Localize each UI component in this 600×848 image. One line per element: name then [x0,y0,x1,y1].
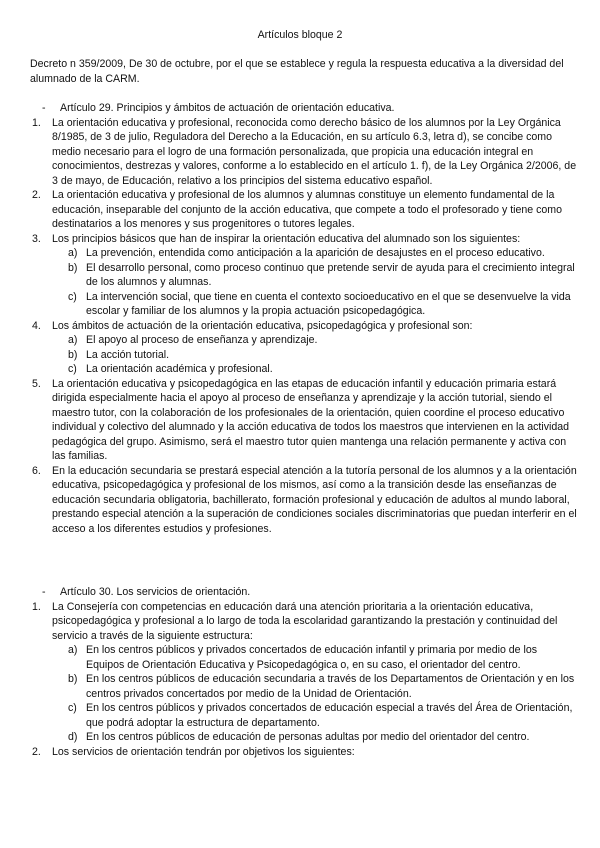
list-item [30,377,578,464]
sub-item-text: El desarrollo personal, como proceso continuo que pretende servir de ayuda para el crecimiento integral de los alumnos y alumnas. [86,261,575,288]
item-text: La Consejería con competencias en educación dará una atención prioritaria a la orientación educativa, psicopedagógica y profesional a lo largo de toda la escolaridad garantizando la prestación y continuidad del servicio a través de la siguiente estructura: [52,600,558,642]
sub-item [30,261,578,290]
item-number: 2. [32,745,41,758]
list-item [30,116,578,189]
sub-item-letter: a) [68,247,78,259]
item-number: 3. [32,232,41,245]
sub-item [30,362,578,377]
sub-item-text: En los centros públicos de educación de personas adultas por medio del orientador del centro. [86,731,530,743]
sub-item [30,333,578,348]
item-text: Los ámbitos de actuación de la orientación educativa, psicopedagógica y profesional son: [52,319,473,332]
item-number: 5. [32,377,41,390]
article-heading-text: Artículo 29. Principios y ámbitos de actuación de orientación educativa. [60,102,395,114]
sub-item-letter: a) [68,334,78,346]
list-item [30,188,578,232]
list-item [30,319,578,334]
article-heading-text: Artículo 30. Los servicios de orientación. [60,586,251,598]
item-text: La orientación educativa y psicopedagógica en las etapas de educación infantil y educación primaria estará dirigida especialmente hacia el apoyo al proceso de enseñanza y aprendizaje y la acción tutorial, siendo el maestro tutor, con la colaboración de los profesionales de la orientación, quien coordine el proceso educativo individual y colectivo del alumnado y la acción educativa de todos los maestros que intervienen en la actividad pedagógica del grupo. Asimismo, será el maestro tutor quien mantenga una relación permanente y activa con las familias. [52,377,570,462]
sub-item-text: En los centros públicos y privados concertados de educación infantil y primaria por medio de los Equipos de Orientación Educativa y Psicopedagógica o, en su caso, el orientador del centro. [86,644,538,671]
item-text: La orientación educativa y profesional, reconocida como derecho básico de los alumnos por la Ley Orgánica 8/1985, de 3 de julio, Reguladora del Derecho a la Educación, en su artículo 6.3, letra d), se concibe como medio necesario para el logro de una formación personalizada, que propicia una educación integral en conocimientos, destrezas y valores, conforme a lo establecido en el artículo 1. f), de la Ley Orgánica 2/2006, de 3 de mayo, de Educación, relativo a los principios del sistema educativo español. [52,116,577,187]
sub-item [30,643,578,672]
sub-item-text: La orientación académica y profesional. [86,363,273,375]
article-29-heading [30,101,578,116]
decree-intro: Decreto n 359/2009, De 30 de octubre, por el que se establece y regula la respuesta educativa a la diversidad del alumnado de la CARM. [30,58,564,85]
article-29 [30,101,578,536]
item-number: 1. [32,600,41,613]
sub-item-letter: c) [68,702,77,714]
item-number: 1. [32,116,41,129]
sub-item-text: La intervención social, que tiene en cuenta el contexto socioeducativo en el que se desenvuelve la vida escolar y familiar de los alumnos y la propia actuación psicopedagógica. [86,290,571,317]
dash-bullet: - [42,586,46,598]
sub-item [30,701,578,730]
sub-item-letter: b) [68,348,78,361]
sub-item-text: El apoyo al proceso de enseñanza y aprendizaje. [86,334,318,346]
sub-item [30,730,578,745]
sub-item-letter: c) [68,290,77,303]
sub-item-text: En los centros públicos y privados concertados de educación especial a través del Área de Orientación, que podrá adoptar la estructura de departamento. [86,702,573,729]
dash-bullet: - [42,102,46,114]
list-item [30,232,578,247]
sub-item-letter: a) [68,644,78,656]
sub-item-letter: b) [68,261,78,274]
sub-item-letter: b) [68,673,78,685]
sub-item [30,348,578,363]
item-text: Los servicios de orientación tendrán por objetivos los siguientes: [52,745,355,758]
list-item [30,745,578,760]
sub-item [30,290,578,319]
item-number: 6. [32,464,41,477]
list-item [30,464,578,537]
sub-item [30,672,578,701]
document-title: Artículos bloque 2 [257,29,343,41]
list-item [30,600,578,644]
sub-item-letter: d) [68,731,78,743]
item-number: 2. [32,189,41,201]
item-text: En la educación secundaria se prestará especial atención a la tutoría personal de los alumnos y a la orientación educativa, psicopedagógica y profesional de los mismos, así como a la transición desde las enseñanzas de educación secundaria obligatoria, bachillerato, formación profesional y educación de adultos al mundo laboral, prestando especial atención a la superación de condiciones sociales discriminatorias que puedan interferir en el acceso a los diferentes estudios y profesiones. [52,464,577,535]
sub-item-letter: c) [68,363,77,375]
item-text: La orientación educativa y profesional de los alumnos y alumnas constituye un elemento fundamental de la educación, inseparable del conjunto de la acción educativa, que compete a todo el profesorado y tiene como destinatarios a los menores y sus progenitores o tutores legales. [52,189,563,230]
item-text: Los principios básicos que han de inspirar la orientación educativa del alumnado son los siguientes: [52,232,521,245]
sub-item-text: La acción tutorial. [86,348,170,361]
article-30-heading [30,585,578,600]
sub-item-text: En los centros públicos de educación secundaria a través de los Departamentos de Orientación y en los centros privados concertados por medio de la Unidad de Orientación. [86,673,575,700]
article-30 [30,585,578,759]
sub-item [30,246,578,261]
item-number: 4. [32,319,41,332]
sub-item-text: La prevención, entendida como anticipación a la aparición de desajustes en el proceso educativo. [86,247,545,259]
